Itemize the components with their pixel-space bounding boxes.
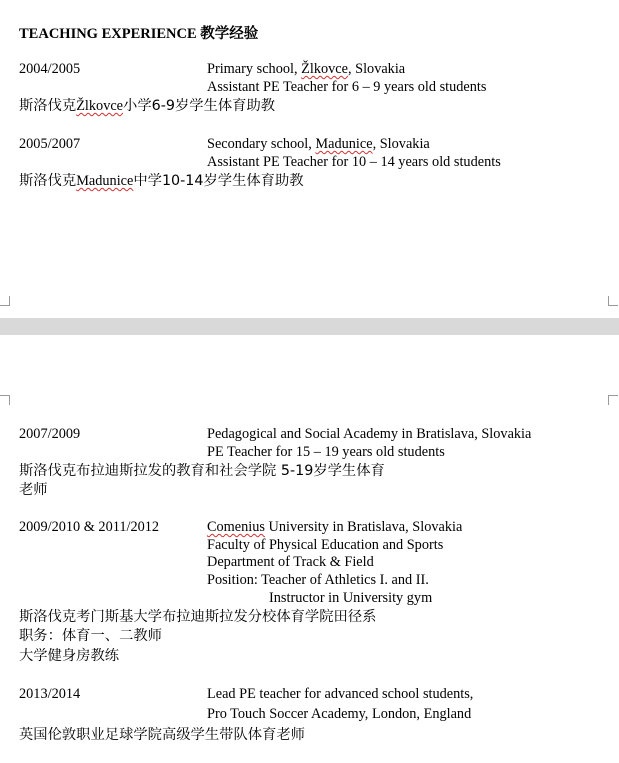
- entry-chinese-line: 大学健身房教练: [19, 648, 120, 664]
- entry-institution: Pedagogical and Social Academy in Bratislava, Slovakia: [207, 426, 532, 442]
- heading-chinese: 教学经验: [200, 26, 259, 42]
- entry-position: Position: Teacher of Athletics I. and II.: [207, 572, 429, 588]
- entry-chinese-line: 斯洛伐克考门斯基大学布拉迪斯拉发分校体育学院田径系: [19, 609, 377, 625]
- entry-line: Primary school, Žlkovce, Slovakia: [207, 61, 406, 77]
- entry-line: Secondary school, Madunice, Slovakia: [207, 136, 430, 152]
- entry-period: 2013/2014: [19, 686, 81, 702]
- entry-period: 2009/2010 & 2011/2012: [19, 519, 160, 535]
- entry-position-extra: Instructor in University gym: [269, 590, 433, 606]
- entry-chinese-line: 英国伦敦职业足球学院高级学生带队体育老师: [19, 727, 305, 743]
- entry-institution: [207, 61, 405, 78]
- page-corner-mark: [0, 296, 10, 306]
- entry-chinese-line: 斯洛伐克Madunice中学10-14岁学生体育助教: [19, 173, 304, 189]
- entry-line: Comenius University in Bratislava, Slovakia: [207, 519, 463, 535]
- entry-chinese-line: 斯洛伐克Žlkovce小学6-9岁学生体育助教: [19, 98, 276, 114]
- entry-role: Assistant PE Teacher for 10 – 14 years old students: [207, 154, 501, 170]
- entry-chinese-line: 职务：体育一、二教师: [19, 628, 162, 644]
- entry-institution: Pro Touch Soccer Academy, London, England: [207, 706, 472, 722]
- entry-institution: [207, 519, 462, 536]
- entry-period: 2004/2005: [19, 61, 81, 77]
- entry-role: PE Teacher for 15 – 19 years old students: [207, 444, 445, 460]
- section-heading: [19, 22, 258, 43]
- entry-institution: [207, 136, 430, 153]
- page-corner-mark: [608, 296, 618, 306]
- page-break-gap: [0, 318, 619, 335]
- entry-faculty: Faculty of Physical Education and Sports: [207, 537, 444, 553]
- entry-role: Assistant PE Teacher for 6 – 9 years old students: [207, 79, 487, 95]
- entry-role: Lead PE teacher for advanced school students,: [207, 686, 474, 702]
- entry-period: 2005/2007: [19, 136, 81, 152]
- page-corner-mark: [608, 395, 618, 405]
- entry-department: Department of Track & Field: [207, 554, 374, 570]
- heading-english: TEACHING EXPERIENCE: [19, 26, 197, 42]
- document-page-1: [0, 0, 619, 318]
- entry-chinese-line: 斯洛伐克布拉迪斯拉发的教育和社会学院 5-19岁学生体育: [19, 463, 385, 479]
- entry-chinese-line: 老师: [19, 482, 48, 498]
- entry-period: 2007/2009: [19, 426, 81, 442]
- page-corner-mark: [0, 395, 10, 405]
